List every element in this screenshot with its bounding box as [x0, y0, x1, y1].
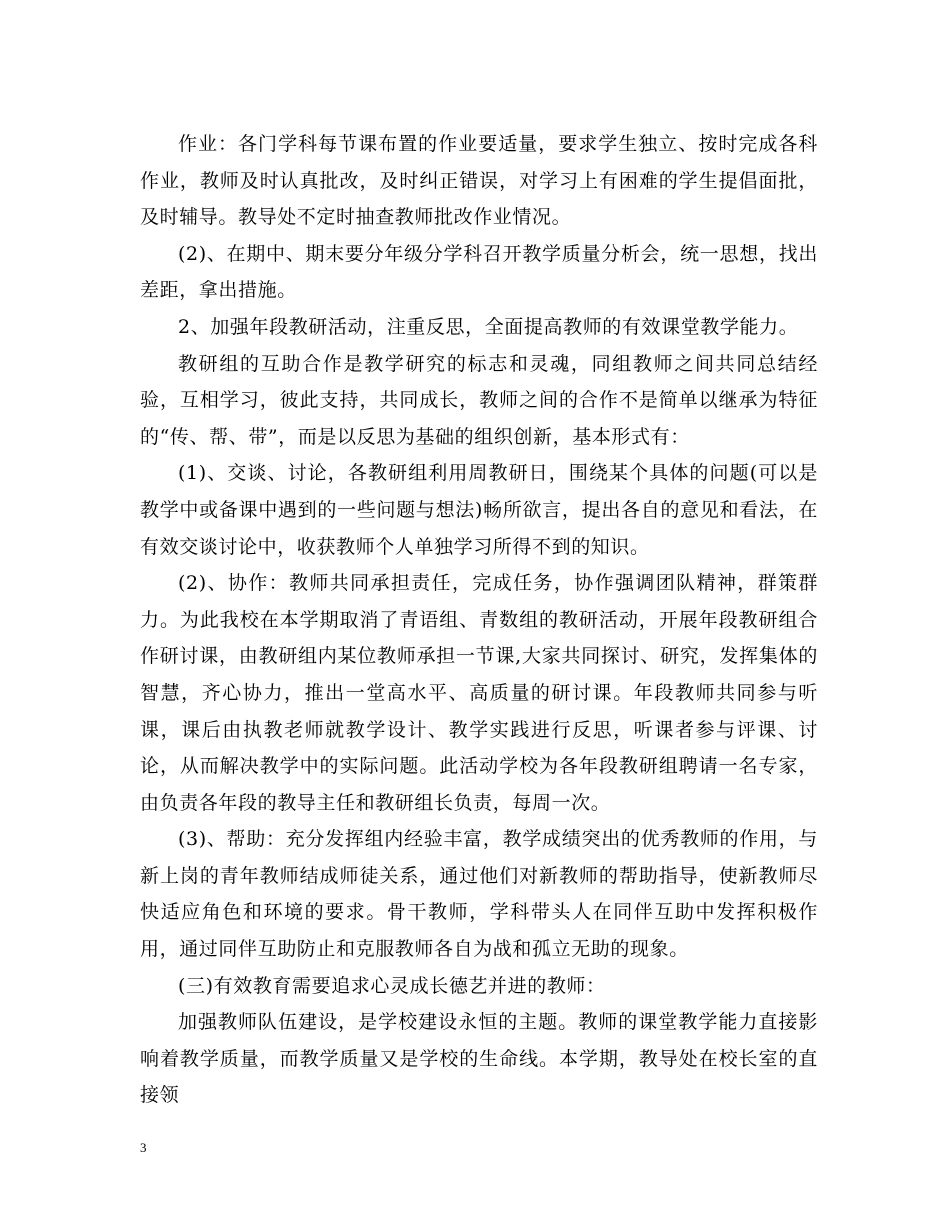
paragraph-teacher-team: 加强教师队伍建设，是学校建设永恒的主题。教师的课堂教学能力直接影响着教学质量，而教学质量又是学校的生命线。本学期，教导处在校长室的直接领: [140, 1011, 818, 1107]
paragraph-collaboration: (2)、协作：教师共同承担责任，完成任务，协作强调团队精神，群策群力。为此我校在本学期取消了青语组、青数组的教研活动，开展年段教研组合作研讨课，由教研组内某位教师承担一节课,大家共同探讨、研究，发挥集体的智慧，齐心协力，推出一堂高水平、高质量的研讨课。年段教师共同参与听课，课后由执教老师就教学设计、教学实践进行反思，听课者参与评课、讨论，从而解决教学中的实际问题。此活动学校为各年段教研组聘请一名专家，由负责各年段的教导主任和教研组长负责，每周一次。: [140, 572, 818, 814]
paragraph-quality-analysis: (2)、在期中、期末要分年级分学科召开教学质量分析会，统一思想，找出差距，拿出措施。: [140, 242, 818, 302]
paragraph-section-3-heading: (三)有效教育需要追求心灵成长德艺并进的教师：: [178, 974, 606, 997]
paragraph-homework: 作业：各门学科每节课布置的作业要适量，要求学生独立、按时完成各科作业，教师及时认真批改，及时纠正错误，对学习上有困难的学生提倡面批，及时辅导。教导处不定时抽查教师批改作业情况。: [140, 133, 818, 229]
paragraph-section-2-heading: 2、加强年段教研活动，注重反思，全面提高教师的有效课堂教学能力。: [178, 315, 799, 338]
document-body: [140, 126, 818, 1114]
paragraph-mutual-cooperation: 教研组的互助合作是教学研究的标志和灵魂，同组教师之间共同总结经验，互相学习，彼此支持，共同成长，教师之间的合作不是简单以继承为特征的“传、帮、带”，而是以反思为基础的组织创新，基本形式有：: [140, 352, 818, 448]
paragraph-discussion: (1)、交谈、讨论，各教研组利用周教研日，围绕某个具体的问题(可以是教学中或备课中遇到的一些问题与想法)畅所欲言，提出各自的意见和看法，在有效交谈讨论中，收获教师个人单独学习所得不到的知识。: [140, 462, 818, 558]
page-number: 3: [140, 1140, 147, 1155]
paragraph-help: (3)、帮助：充分发挥组内经验丰富，教学成绩突出的优秀教师的作用，与新上岗的青年教师结成师徒关系，通过他们对新教师的帮助指导，使新教师尽快适应角色和环境的要求。骨干教师，学科带头人在同伴互助中发挥积极作用，通过同伴互助防止和克服教师各自为战和孤立无助的现象。: [140, 828, 818, 961]
